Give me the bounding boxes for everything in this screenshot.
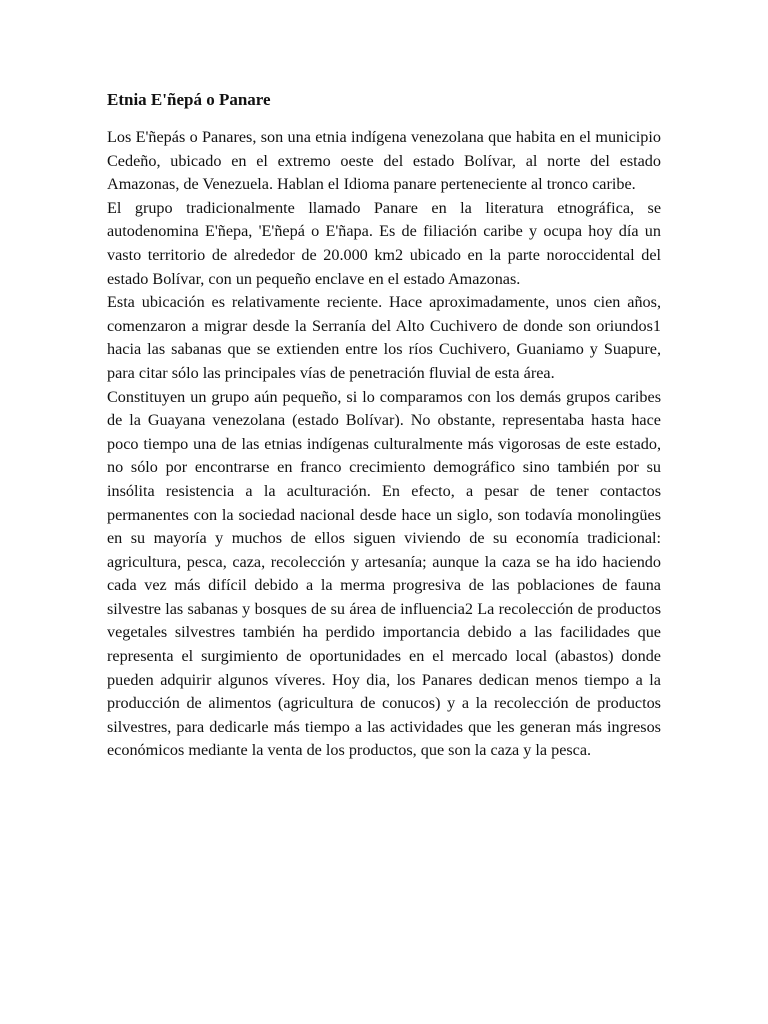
paragraph-culture: Constituyen un grupo aún pequeño, si lo comparamos con los demás grupos caribes de la Guayana venezolana (estado Bolívar). No obstante, representaba hasta hace poco tiempo una de las etnias indígenas culturalmente más vigorosas de este estado, no sólo por encontrarse en franco crecimiento demográfico sino también por su insólita resistencia a la aculturación. En efecto, a pesar de tener contactos permanentes con la sociedad nacional desde hace un siglo, son todavía monolingües en su mayoría y muchos de ellos siguen viviendo de su economía tradicional: agricultura, pesca, caza, recolección y artesanía; aunque la caza se ha ido haciendo cada vez más difícil debido a la merma progresiva de las poblaciones de fauna silvestre las sabanas y bosques de su área de influencia2 La recolección de productos vegetales silvestres también ha perdido importancia debido a las facilidades que representa el surgimiento de oportunidades en el mercado local (abastos) donde pueden adquirir algunos víveres. Hoy dia, los Panares dedican menos tiempo a la producción de alimentos (agricultura de conucos) y a la recolección de productos silvestres, para dedicarle más tiempo a las actividades que les generan más ingresos económicos mediante la venta de los productos, que son la caza y la pesca.: [107, 387, 661, 760]
paragraph-intro: Los E'ñepás o Panares, son una etnia indígena venezolana que habita en el municipio Cedeño, ubicado en el extremo oeste del estado Bolívar, al norte del estado Amazonas, de Venezuela. Hablan el Idioma panare perteneciente al tronco caribe.: [107, 128, 661, 194]
paragraph-self-name: El grupo tradicionalmente llamado Panare en la literatura etnográfica, se autodenomina E'ñepa, 'E'ñepá o E'ñapa. Es de filiación caribe y ocupa hoy día un vasto territorio de alrededor de 20.000 km2 ubicado en la parte noroccidental del estado Bolívar, con un pequeño enclave en el estado Amazonas.: [107, 198, 661, 288]
paragraph-location: Esta ubicación es relativamente reciente. Hace aproximadamente, unos cien años, comenzaron a migrar desde la Serranía del Alto Cuchivero de donde son oriundos1 hacia las sabanas que se extienden entre los ríos Cuchivero, Guaniamo y Suapure, para citar sólo las principales vías de penetración fluvial de esta área.: [107, 293, 661, 382]
document-page: [107, 88, 661, 763]
document-title: Etnia E'ñepá o Panare: [107, 90, 271, 109]
